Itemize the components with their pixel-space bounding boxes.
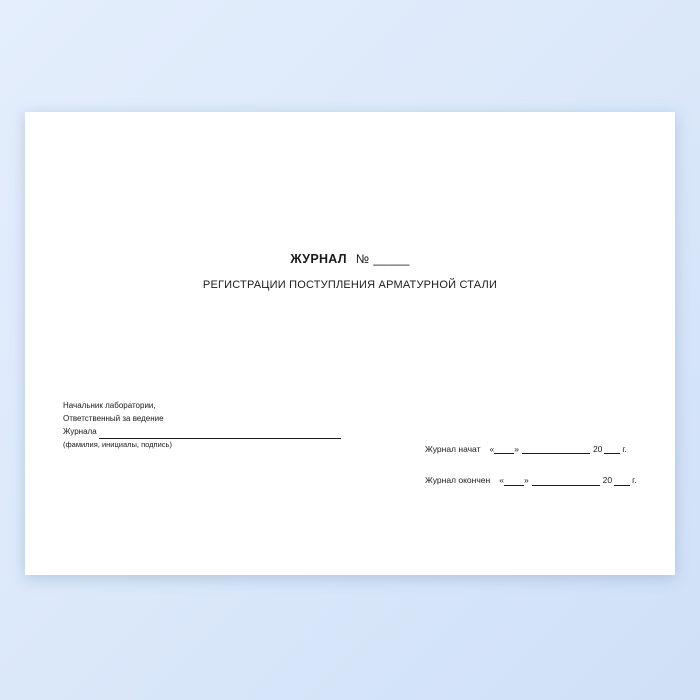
quote-close-finished: » — [523, 475, 529, 486]
quote-close-started: » — [514, 444, 519, 454]
signature-journal-label: Журнала — [63, 426, 97, 436]
title-number-blank: _____ — [373, 252, 410, 266]
dates-block — [425, 445, 637, 508]
signature-line-2: Ответственный за ведение — [63, 413, 164, 423]
signature-hint: (фамилия, инициалы, подпись) — [63, 439, 172, 449]
year-prefix-finished: 20 — [602, 475, 613, 486]
year-blank-finished[interactable] — [614, 478, 630, 486]
page-title — [25, 252, 675, 266]
quote-open-finished: « — [499, 475, 504, 486]
signature-line-1: Начальник лаборатории, — [63, 401, 156, 410]
day-blank-finished[interactable] — [504, 478, 524, 486]
signature-write-line[interactable] — [99, 430, 341, 439]
date-finished-row — [425, 476, 637, 485]
month-blank-started[interactable] — [522, 446, 590, 454]
year-prefix-started: 20 — [592, 444, 603, 454]
title-number-label: № — [355, 252, 370, 266]
date-started-row — [425, 445, 637, 454]
title-block — [25, 252, 675, 291]
year-blank-started[interactable] — [604, 446, 620, 454]
title-word-journal: ЖУРНАЛ — [290, 252, 347, 266]
signature-block — [63, 400, 341, 451]
signature-line-3 — [63, 426, 341, 439]
page-subtitle: РЕГИСТРАЦИИ ПОСТУПЛЕНИЯ АРМАТУРНОЙ СТАЛИ — [202, 279, 498, 291]
page-content — [25, 112, 675, 575]
year-suffix-started: г. — [622, 444, 627, 454]
year-suffix-finished: г. — [632, 475, 637, 486]
document-page — [25, 112, 675, 575]
month-blank-finished[interactable] — [532, 478, 600, 486]
date-finished-label: Журнал окончен — [425, 475, 491, 486]
day-blank-started[interactable] — [494, 446, 514, 454]
quote-open-started: « — [489, 444, 495, 454]
date-started-label: Журнал начат — [425, 444, 481, 454]
